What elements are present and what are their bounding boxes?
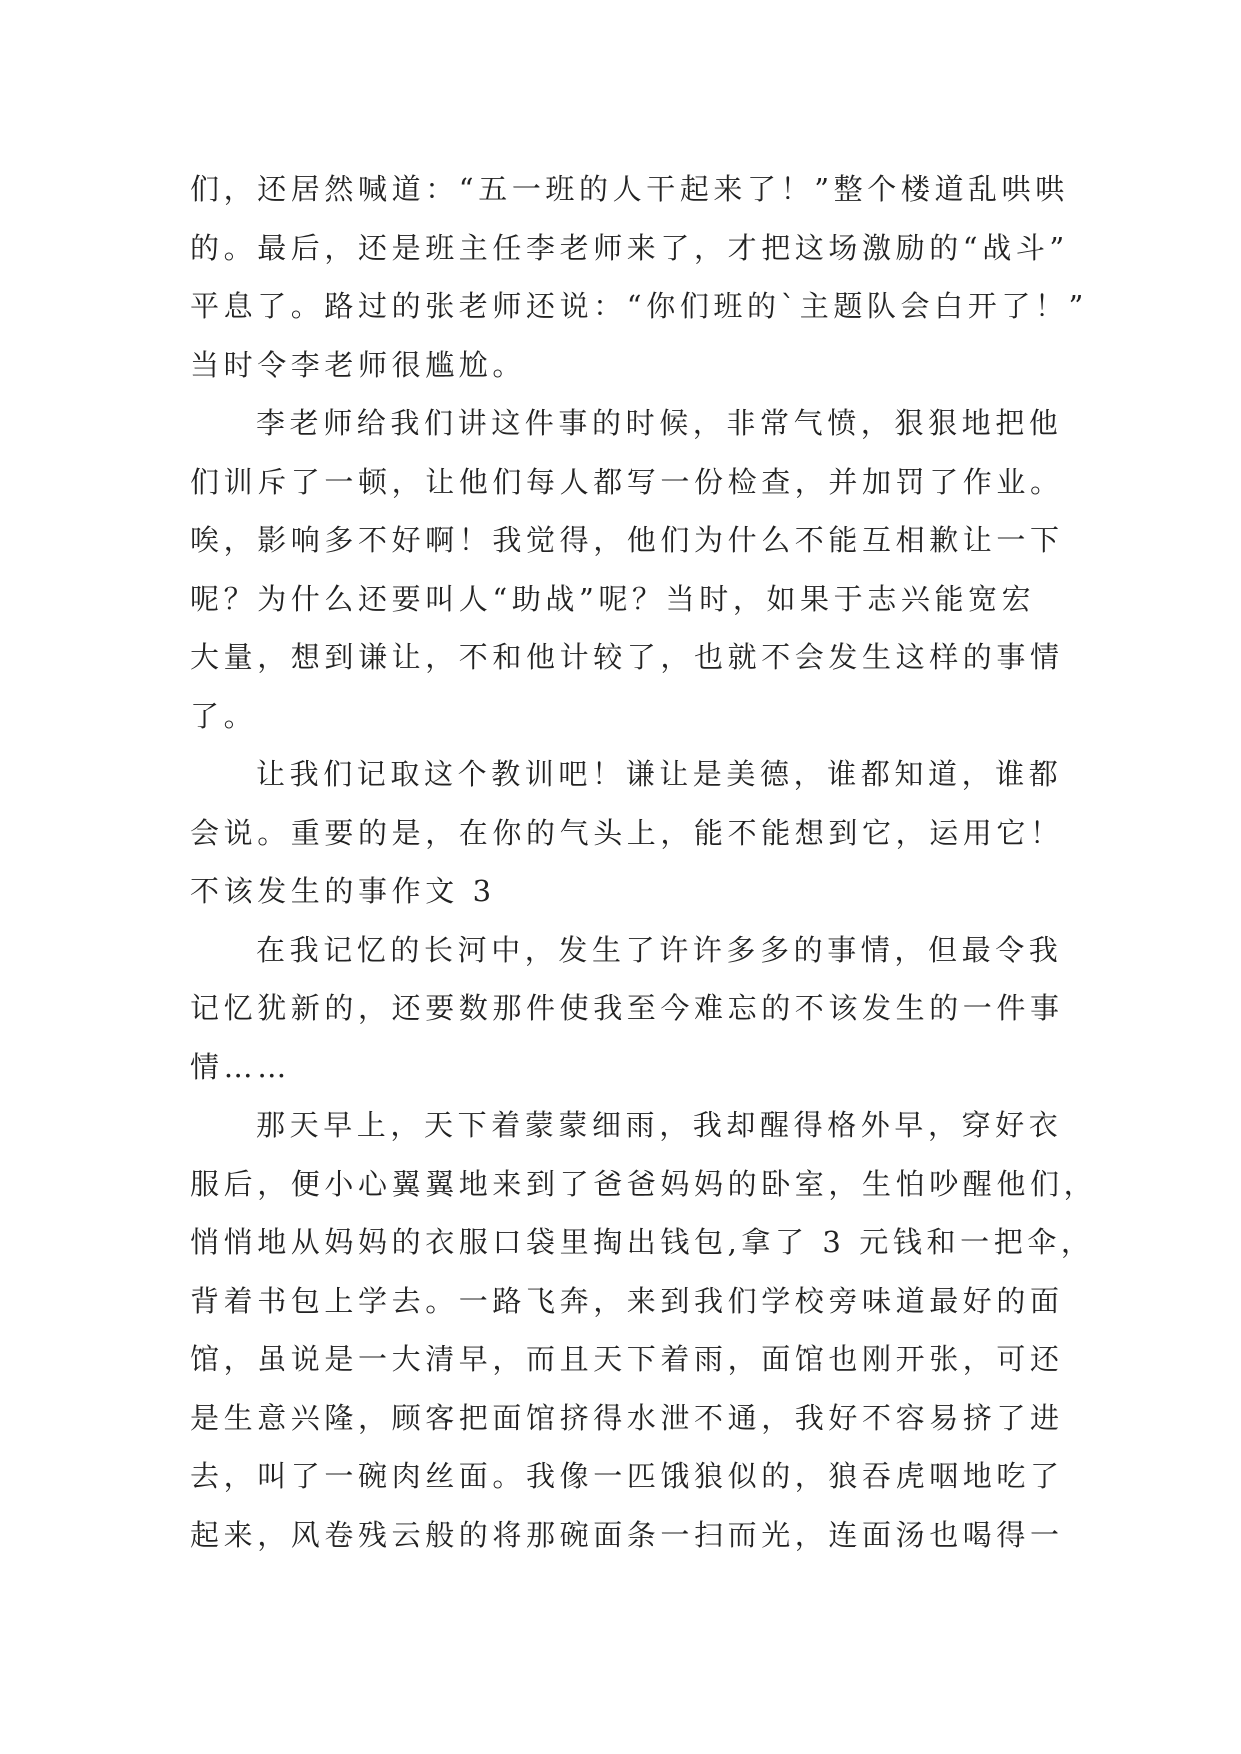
text-line: 起来，风卷残云般的将那碗面条一扫而光，连面汤也喝得一 — [190, 1517, 1064, 1552]
text-line: 们，还居然喊道：“五一班的人干起来了！”整个楼道乱哄哄 — [190, 172, 1069, 206]
text-line: 们训斥了一顿，让他们每人都写一份检查，并加罚了作业。 — [190, 464, 1064, 499]
text-line: 是生意兴隆，顾客把面馆挤得水泄不通，我好不容易挤了进 — [190, 1400, 1064, 1435]
text-line: 会说。重要的是，在你的气头上，能不能想到它，运用它！ — [190, 815, 1064, 850]
text-line: 那天早上，天下着蒙蒙细雨，我却醒得格外早，穿好衣 — [256, 1108, 1063, 1142]
text-line: 了。 — [190, 698, 258, 733]
text-line: 大量，想到谦让，不和他计较了，也就不会发生这样的事情 — [190, 640, 1064, 674]
text-line: 的。最后，还是班主任李老师来了，才把这场激励的“战斗” — [190, 230, 1069, 265]
text-line: 馆，虽说是一大清早，而且天下着雨，面馆也刚开张，可还 — [190, 1342, 1064, 1376]
text-line: 唉，影响多不好啊！我觉得，他们为什么不能互相歉让一下 — [190, 523, 1064, 557]
document-body — [190, 160, 1098, 1564]
text-line: 让我们记取这个教训吧！谦让是美德，谁都知道，谁都 — [256, 757, 1063, 791]
text-line: 当时令李老师很尴尬。 — [190, 347, 527, 382]
text-line: 记忆犹新的，还要数那件使我至今难忘的不该发生的一件事 — [190, 991, 1064, 1025]
text-line: 去，叫了一碗肉丝面。我像一匹饿狼似的，狼吞虎咽地吃了 — [190, 1459, 1064, 1493]
text-line: 情…… — [190, 1049, 291, 1084]
text-line: 呢？为什么还要叫人“助战”呢？当时，如果于志兴能宽宏 — [190, 581, 1036, 616]
text-line: 平息了。路过的张老师还说：“你们班的`主题队会白开了！” — [190, 289, 1088, 323]
text-line: 悄悄地从妈妈的衣服口袋里掏出钱包,拿了 3 元钱和一把伞， — [190, 1225, 1095, 1259]
section-heading: 不该发生的事作文 3 — [190, 874, 496, 908]
text-line: 服后，便小心翼翼地来到了爸爸妈妈的卧室，生怕吵醒他们， — [190, 1166, 1098, 1201]
text-line: 李老师给我们讲这件事的时候，非常气愤，狠狠地把他 — [256, 406, 1063, 440]
text-line: 在我记忆的长河中，发生了许许多多的事情，但最令我 — [256, 932, 1063, 967]
text-line: 背着书包上学去。一路飞奔，来到我们学校旁味道最好的面 — [190, 1283, 1064, 1318]
